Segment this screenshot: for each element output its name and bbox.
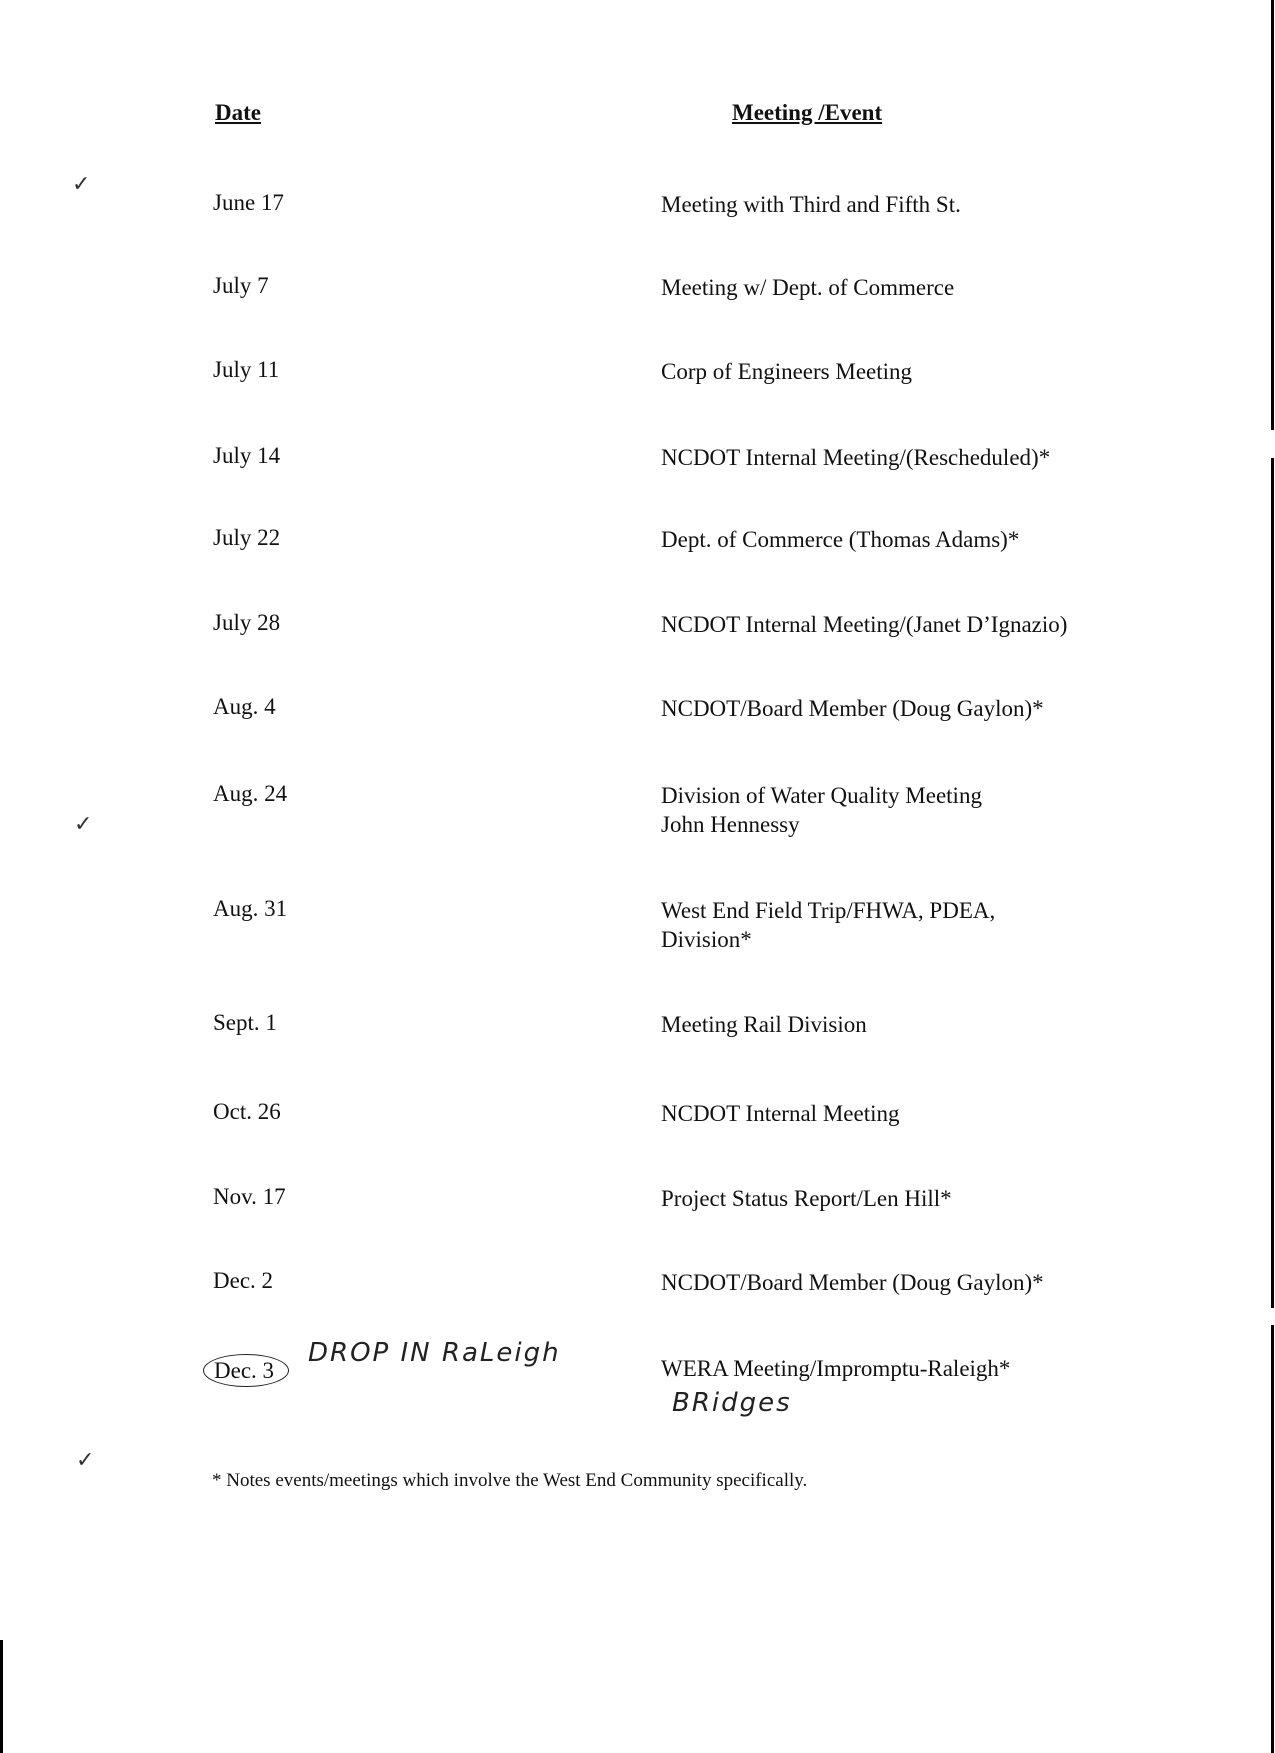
handwritten-subnote: BRidges — [672, 1388, 792, 1418]
event-line: John Hennessy — [661, 812, 800, 837]
handwritten-note: DROP IN RaLeigh — [308, 1338, 561, 1368]
event-line: Project Status Report/Len Hill* — [661, 1186, 952, 1211]
schedule-date: July 14 — [213, 443, 281, 468]
schedule-date: Dec. 2 — [213, 1268, 274, 1293]
event-line: NCDOT Internal Meeting/(Rescheduled)* — [661, 445, 1051, 470]
schedule-date: Oct. 26 — [213, 1099, 281, 1124]
event-line: Division of Water Quality Meeting — [661, 783, 982, 808]
event-column-header: Meeting /Event — [732, 100, 883, 125]
date-column-header: Date — [215, 100, 261, 125]
scan-edge-line — [1271, 0, 1274, 430]
schedule-event — [661, 1010, 1121, 1039]
event-line: NCDOT/Board Member (Doug Gaylon)* — [661, 696, 1044, 721]
schedule-date: Sept. 1 — [213, 1010, 277, 1035]
schedule-date: July 22 — [213, 525, 281, 550]
schedule-date: July 7 — [213, 273, 269, 298]
schedule-event — [661, 443, 1121, 472]
schedule-date: Aug. 31 — [213, 896, 288, 921]
event-line: NCDOT Internal Meeting/(Janet D’Ignazio) — [661, 612, 1068, 637]
event-line: Dept. of Commerce (Thomas Adams)* — [661, 527, 1020, 552]
schedule-event — [661, 1099, 1121, 1128]
circled-date: Dec. 3 — [203, 1354, 289, 1387]
schedule-event — [661, 694, 1121, 723]
check-mark-icon: ✓ — [72, 172, 91, 197]
event-line: Meeting with Third and Fifth St. — [661, 192, 961, 217]
schedule-event — [661, 781, 1121, 839]
schedule-date: July 11 — [213, 357, 280, 382]
event-line: Meeting Rail Division — [661, 1012, 867, 1037]
event-line: Corp of Engineers Meeting — [661, 359, 913, 384]
check-mark-icon: ✓ — [74, 812, 93, 837]
event-line: NCDOT Internal Meeting — [661, 1101, 900, 1126]
schedule-date — [213, 1354, 289, 1387]
schedule-event — [661, 1268, 1121, 1297]
schedule-event — [661, 525, 1121, 554]
schedule-event — [661, 1354, 1121, 1383]
schedule-date: July 28 — [213, 610, 281, 635]
schedule-date: Aug. 4 — [213, 694, 276, 719]
check-mark-icon: ✓ — [76, 1448, 95, 1473]
scan-edge-line — [1271, 458, 1274, 1308]
schedule-event — [661, 190, 1121, 219]
schedule-date: Aug. 24 — [213, 781, 288, 806]
schedule-date: Nov. 17 — [213, 1184, 286, 1209]
schedule-event — [661, 273, 1121, 302]
scan-edge-line — [0, 1640, 3, 1753]
footnote: * Notes events/meetings which involve the West End Community specifically. — [212, 1470, 808, 1491]
schedule-event — [661, 1184, 1121, 1213]
scan-edge-line — [1271, 1325, 1274, 1753]
event-line: WERA Meeting/Impromptu-Raleigh* — [661, 1356, 1011, 1381]
schedule-date: June 17 — [213, 190, 284, 215]
event-line: Meeting w/ Dept. of Commerce — [661, 275, 955, 300]
schedule-event — [661, 357, 1121, 386]
event-line: West End Field Trip/FHWA, PDEA, — [661, 898, 996, 923]
schedule-event — [661, 610, 1121, 639]
schedule-event — [661, 896, 1121, 954]
event-line: Division* — [661, 927, 752, 952]
event-line: NCDOT/Board Member (Doug Gaylon)* — [661, 1270, 1044, 1295]
